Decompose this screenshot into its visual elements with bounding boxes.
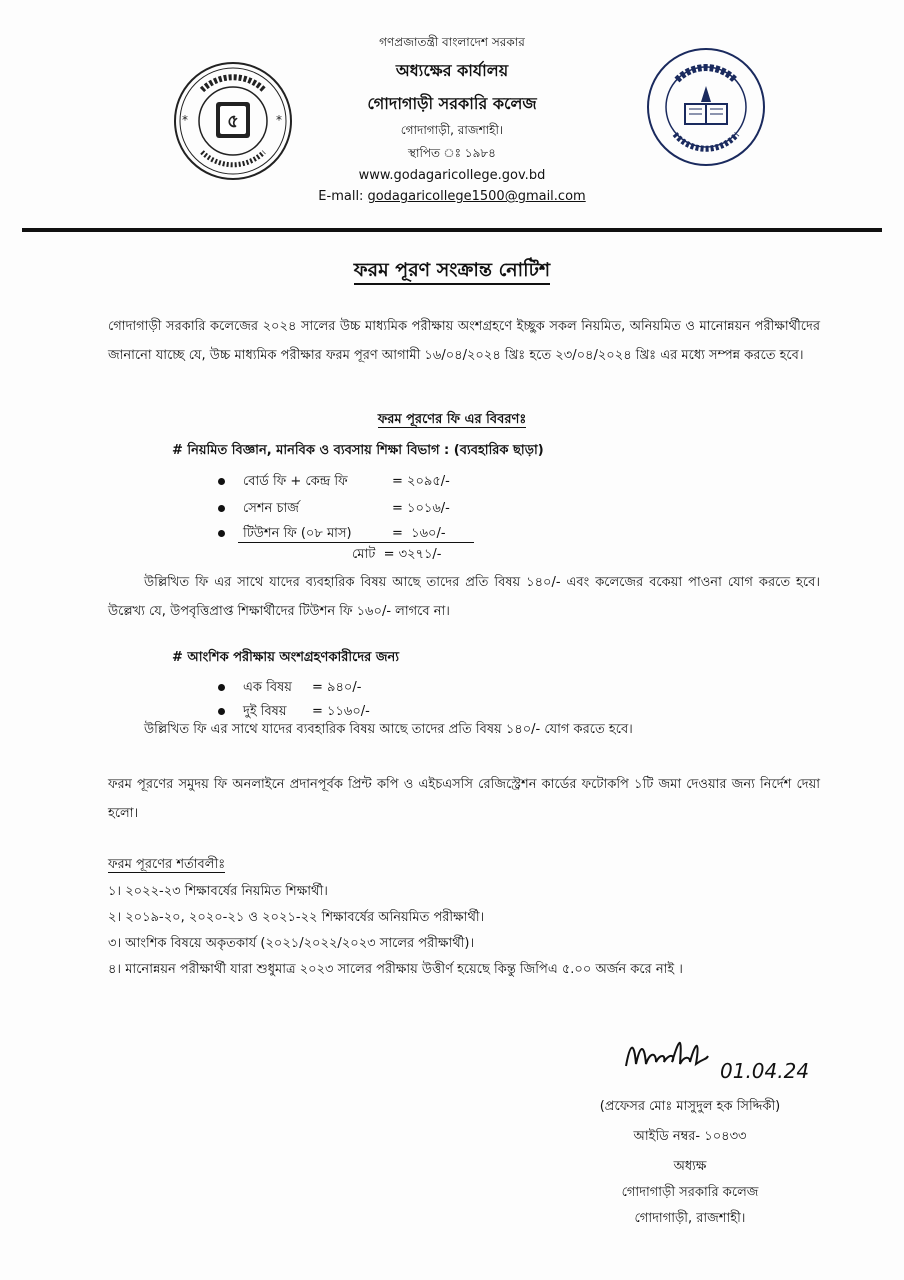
fee-details-title: ফরম পূরণের ফি এর বিবরণঃ (377, 412, 527, 427)
notice-title: ফরম পূরণ সংক্রান্ত নোটিশ (0, 256, 904, 288)
fee-label: দুই বিষয় (243, 704, 287, 719)
signatory-id: আইডি নম্বর- ১০৪৩৩ (633, 1129, 747, 1144)
signatory-designation: অধ্যক্ষ (673, 1159, 707, 1174)
bullet-icon (218, 684, 225, 691)
bullet-icon (218, 478, 225, 485)
fee-amount: = ২০৯৫/- (392, 474, 450, 489)
fee-amount: = ৯৪০/- (312, 680, 362, 695)
partial-fee-note: উল্লিখিত ফি এর সাথে যাদের ব্যবহারিক বিষয় আছে তাদের প্রতি বিষয় ১৪০/- যোগ করতে হবে। (144, 722, 633, 737)
regular-section-heading: # নিয়মিত বিজ্ঞান, মানবিক ও ব্যবসায় শিক্ষা বিভাগ : (ব্যবহারিক ছাড়া) (172, 443, 544, 458)
signatory-location: গোদাগাড়ী, রাজশাহী। (634, 1211, 746, 1226)
email-line (0, 189, 904, 204)
fee-label: বোর্ড ফি + কেন্দ্র ফি (243, 474, 348, 489)
svg-text:*: * (182, 113, 188, 127)
website-link[interactable]: www.godagaricollege.gov.bd (358, 168, 546, 183)
college-location: গোদাগাড়ী, রাজশাহী। (400, 123, 504, 137)
handwritten-signature (620, 1026, 840, 1090)
online-payment-note: ফরম পূরণের সমুদয় ফি অনলাইনে প্রদানপূর্বক প্রিন্ট কপি ও এইচএসসি রেজিস্ট্রেশন কার্ডের ফটোকপি ১টি জমা দেওয়ার জন্য নির্দেশ দেয়া হলো। (108, 777, 820, 821)
college-name: গোদাগাড়ী সরকারি কলেজ (367, 94, 537, 113)
signature-date: 01.04.24 (720, 1059, 810, 1083)
condition-item: ২। ২০১৯-২০, ২০২০-২১ ও ২০২১-২২ শিক্ষাবর্ষের অনিয়মিত পরীক্ষার্থী। (108, 910, 485, 925)
conditions-title: ফরম পূরণের শর্তাবলীঃ (108, 857, 226, 872)
partial-section-heading: # আংশিক পরীক্ষায় অংশগ্রহণকারীদের জন্য (172, 650, 399, 665)
bullet-icon (218, 530, 225, 537)
condition-item: ১। ২০২২-২৩ শিক্ষাবর্ষের নিয়মিত শিক্ষার্থী। (108, 884, 328, 899)
svg-text:৫: ৫ (227, 111, 239, 132)
condition-item: ৪। মানোন্নয়ন পরীক্ষার্থী যারা শুধুমাত্র ২০২৩ সালের পরীক্ষায় উত্তীর্ণ হয়েছে কিন্তু জিপিএ ৫.০০ অর্জন করে নাই । (108, 962, 683, 977)
signatory-name: (প্রফেসর মোঃ মাসুদুল হক সিদ্দিকী) (599, 1099, 781, 1114)
office-name: অধ্যক্ষের কার্যালয় (395, 61, 509, 80)
total-underline (238, 542, 474, 543)
fee-label: সেশন চার্জ (243, 501, 299, 516)
email-link[interactable]: godagaricollege1500@gmail.com (367, 189, 586, 204)
fee-amount: = ১১৬০/- (312, 704, 370, 719)
regular-fee-note: উল্লিখিত ফি এর সাথে যাদের ব্যবহারিক বিষয় আছে তাদের প্রতি বিষয় ১৪০/- এবং কলেজের বকেয়া পাওনা যোগ করতে হবে। উল্লেখ্য যে, উপবৃত্তিপ্রাপ্ত শিক্ষার্থীদের টিউশন ফি ১৬০/- লাগবে না। (108, 575, 820, 619)
intro-paragraph: গোদাগাড়ী সরকারি কলেজের ২০২৪ সালের উচ্চ মাধ্যমিক পরীক্ষায় অংশগ্রহণে ইচ্ছুক সকল নিয়মিত, অনিয়মিত ও মানোন্নয়ন পরীক্ষার্থীদের জানানো যাচ্ছে যে, উচ্চ মাধ্যমিক পরীক্ষার ফরম পূরণ আগামী ১৬/০৪/২০২৪ খ্রিঃ হতে ২৩/০৪/২০২৪ খ্রিঃ এর মধ্যে সম্পন্ন করতে হবে। (108, 319, 820, 363)
signatory-college: গোদাগাড়ী সরকারি কলেজ (621, 1185, 759, 1200)
condition-item: ৩। আংশিক বিষয়ে অকৃতকার্য (২০২১/২০২২/২০২৩ সালের পরীক্ষার্থী)। (108, 936, 475, 951)
fee-label: এক বিষয় (243, 680, 292, 695)
svg-text:*: * (276, 113, 282, 127)
fee-amount: = ১০১৬/- (392, 501, 450, 516)
fee-amount: = ১৬০/- (392, 526, 446, 541)
bullet-icon (218, 708, 225, 715)
bullet-icon (218, 505, 225, 512)
government-line: গণপ্রজাতন্ত্রী বাংলাদেশ সরকার (379, 35, 525, 49)
fee-total: মোট = ৩২৭১/- (352, 547, 442, 562)
email-label: E-mall: (318, 189, 364, 204)
header-divider (22, 228, 882, 232)
fee-label: টিউশন ফি (০৮ মাস) (243, 526, 352, 541)
established-year: স্থাপিত ঃ ১৯৮৪ (408, 146, 496, 160)
